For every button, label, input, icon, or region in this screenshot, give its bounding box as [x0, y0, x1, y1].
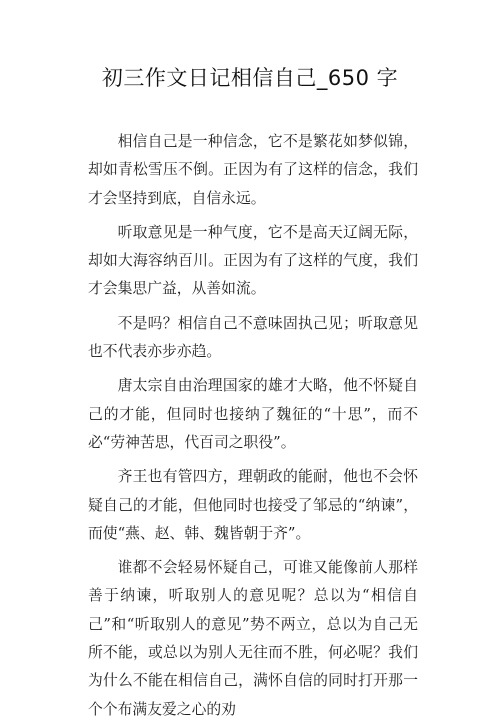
paragraph-5: 齐王也有管四方，理朝政的能耐，他也不会怀疑自己的才能，但他同时也接受了邹忌的“纳谏”，而使“燕、赵、韩、魏皆朝于齐”。 [88, 468, 418, 542]
paragraph-1: 相信自己是一种信念，它不是繁花如梦似锦，却如青松雪压不倒。正因为有了这样的信念，我们才会坚持到底，自信永远。 [88, 133, 418, 207]
document-title: 初三作文日记相信自己_650 字 [101, 66, 399, 90]
paragraph-6: 谁都不会轻易怀疑自己，可谁又能像前人那样善于纳谏，听取别人的意见呢？总以为“相信自己”和“听取别人的意见”势不两立，总以为自己无所不能，或总以为别人无往而不胜，何必呢？我们为什么不能在相信自己，满怀自信的同时打开那一个个布满友爱之心的劝 [88, 559, 418, 718]
paragraph-2: 听取意见是一种气度，它不是高天辽阔无际，却如大海容纳百川。正因为有了这样的气度，我们才会集思广益，从善如流。 [88, 223, 418, 298]
paragraph-4: 唐太宗自由治理国家的雄才大略，他不怀疑自己的才能，但同时也接纳了魏征的“十思”，而不必“劳神苦思，代百司之职役”。 [88, 377, 418, 451]
document-body [88, 128, 418, 724]
paragraph-3: 不是吗？相信自己不意味固执己见；听取意见也不代表亦步亦趋。 [88, 314, 418, 361]
